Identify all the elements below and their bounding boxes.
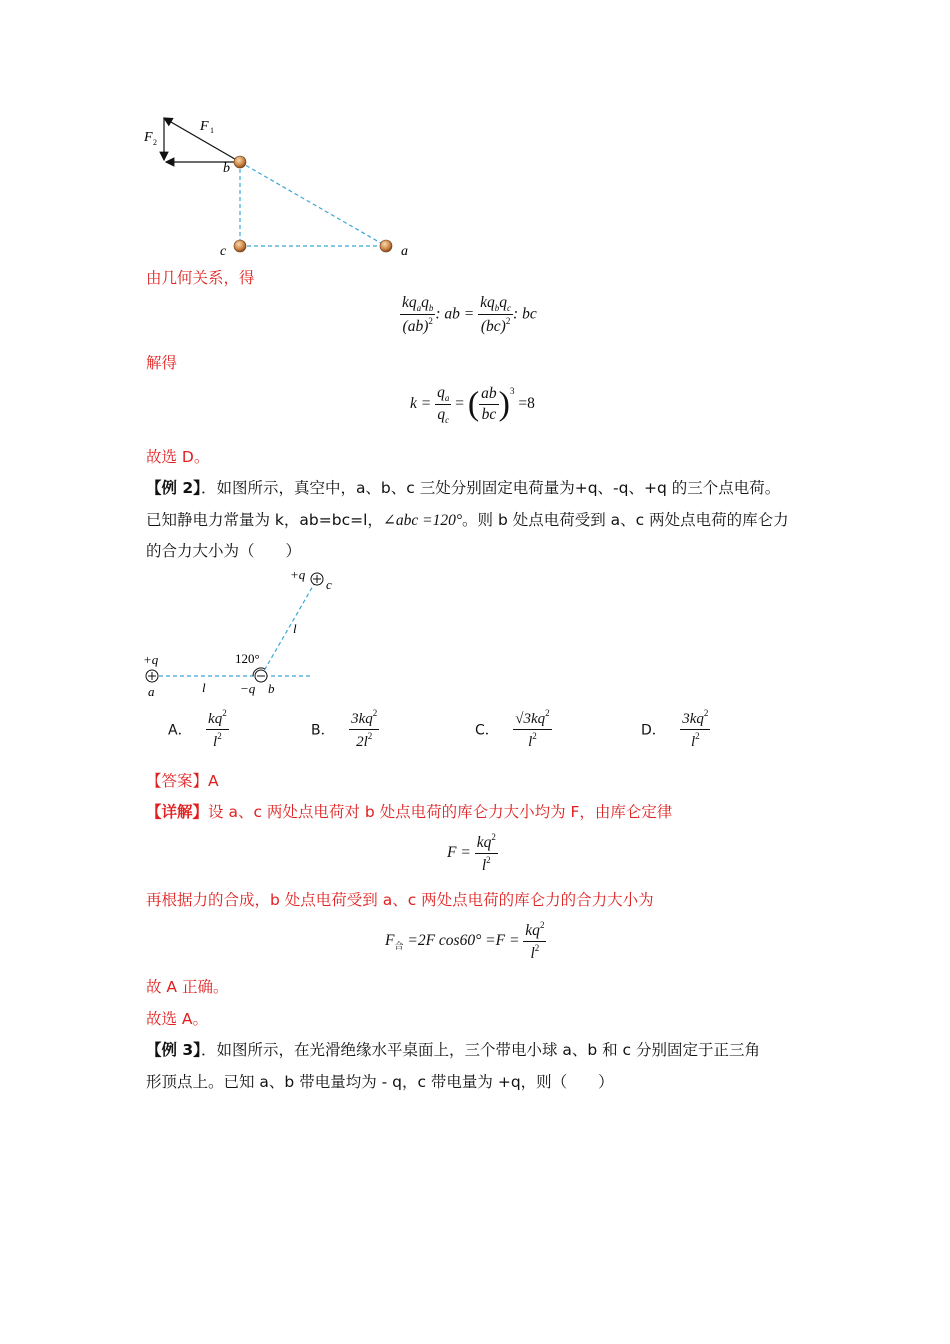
text-geometry: 由几何关系，得: [146, 269, 255, 287]
label-b: b: [223, 161, 230, 176]
option-c[interactable]: C． $\frac{√3kq^2}{l^2}$: [475, 708, 550, 750]
charge-diagram-2: [140, 565, 330, 700]
label-angle: 120°: [235, 651, 260, 666]
example3-line1: 【例 3】．如图所示，在光滑绝缘水平桌面上，三个带电小球 a、b 和 c 分别固定于正三角: [146, 1041, 761, 1059]
label-a: a: [148, 684, 155, 699]
answer: 【答案】A: [146, 772, 219, 790]
equation-resultant: $F_合 =2F$ cos60° =F = $\frac{kq^2}{l^2}$: [385, 920, 545, 962]
detail-line2: 再根据力的合成，b 处点电荷受到 a、c 两处点电荷的库仑力的合力大小为: [146, 891, 654, 909]
equation-coulomb: F = $\frac{kq^2}{l^2}$: [447, 832, 496, 874]
label-plusq-c: +q: [290, 567, 306, 582]
label-l-bc: l: [293, 621, 297, 636]
line-b-c: [261, 579, 317, 676]
detail-line4: 故选 A。: [146, 1010, 209, 1028]
example2-line3: 的合力大小为（ ）: [146, 542, 302, 560]
charge-c: [311, 573, 323, 585]
example2-line2: 已知静电力常量为 k，ab=bc=l，∠abc =120°。则 b 处点电荷受到 a、c 两处点电荷的库仑力: [146, 511, 789, 529]
label-c: c: [220, 244, 227, 259]
label-a: a: [401, 244, 408, 259]
charge-b: [255, 670, 267, 682]
example3-line2: 形顶点上。已知 a、b 带电量均为 - q，c 带电量为 +q，则（ ）: [146, 1073, 614, 1091]
label-f2: F: [144, 130, 153, 145]
label-f2-sub: 2: [153, 138, 157, 147]
detail-line3: 故 A 正确。: [146, 978, 229, 996]
label-f1: F: [200, 119, 209, 134]
line-b-a: [240, 162, 386, 246]
ball-b: [234, 156, 246, 168]
option-d[interactable]: D． $\frac{3kq^2}{l^2}$: [641, 708, 709, 750]
label-c: c: [326, 577, 332, 592]
detail-line1: 【详解】设 a、c 两处点电荷对 b 处点电荷的库仑力大小均为 F，由库仑定律: [146, 803, 673, 821]
option-a[interactable]: A． $\frac{kq^2}{l^2}$: [168, 708, 227, 750]
ball-c: [234, 240, 246, 252]
charge-a: [146, 670, 158, 682]
example2-line1: 【例 2】．如图所示，真空中，a、b、c 三处分别固定电荷量为+q、-q、+q 的三个点电荷。: [146, 479, 781, 497]
option-b[interactable]: B． $\frac{3kq^2}{2l^2}$: [311, 708, 378, 750]
label-plusq-a: +q: [143, 652, 159, 667]
label-l-ab: l: [202, 680, 206, 695]
label-minusq: −q: [240, 681, 256, 696]
text-solve: 解得: [146, 354, 178, 372]
label-b: b: [268, 681, 275, 696]
force-diagram-1: [140, 112, 430, 262]
equation-ratio: $\frac{kq_aq_b}{(ab)^2}$ : ab = $\frac{kq_bq_c}{(bc)^2}$ : bc: [402, 294, 537, 335]
ball-a: [380, 240, 392, 252]
equation-k: k = $\frac{q_a}{q_c}$ = ( $\frac{ab}{bc}$ )$^3$ =8: [410, 384, 535, 425]
label-f1-sub: 1: [210, 126, 214, 135]
text-choose-d: 故选 D。: [146, 448, 210, 466]
